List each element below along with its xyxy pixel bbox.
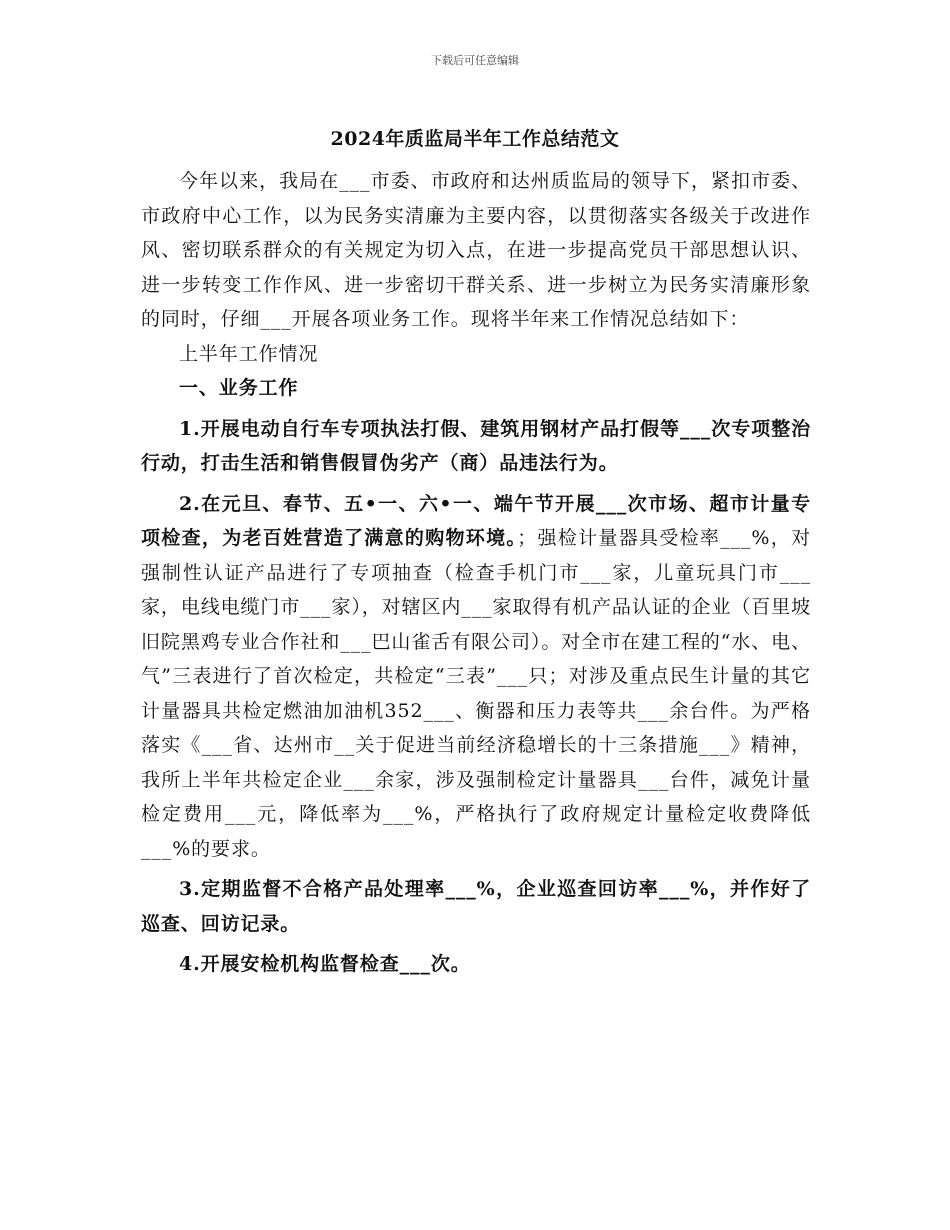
list-item-1: 1.开展电动自行车专项执法打假、建筑用钢材产品打假等___次专项整治行动，打击生活和销售假冒伪劣产（商）品违法行为。 [141, 417, 811, 474]
list-item-2-detail: ；强检计量器具受检率___%，对强制性认证产品进行了专项抽查（检查手机门市___家，儿童玩具门市___家，电线电缆门市___家），对辖区内___家取得有机产品认证的企业（百里坡旧院黑鸡专业合作社和___巴山雀舌有限公司）。对全市在建工程的“水、电、气”三表进行了首次检定，共检定“三表”___只；对涉及重点民生计量的其它计量器具共检定燃油加油机352___、衡器和压力表等共___余台件。为严格落实《___省、达州市__关于促进当前经济稳增长的十三条措施___》精神，我所上半年共检定企业___余家，涉及强制检定计量器具___台件，减免计量检定费用___元，降低率为___%，严格执行了政府规定计量检定收费降低___%的要求。 [141, 527, 811, 860]
list-item-3: 3.定期监督不合格产品处理率___%，企业巡查回访率___%，并作好了巡查、回访记录。 [141, 878, 811, 935]
section-heading: 一、业务工作 [179, 377, 299, 399]
intro-paragraph: 今年以来，我局在___市委、市政府和达州质监局的领导下，紧扣市委、市政府中心工作，以为民务实清廉为主要内容，以贯彻落实各级关于改进作风、密切联系群众的有关规定为切入点，在进一步提高党员干部思想认识、进一步转变工作作风、进一步密切干群关系、进一步树立为民务实清廉形象的同时，仔细___开展各项业务工作。现将半年来工作情况总结如下： [141, 170, 811, 330]
list-item-2 [141, 487, 811, 867]
list-item-2-lead: 2.在元旦、春节、五•一、六•一、端午节开展___次市场、超市计量专项检查，为老百姓营造了满意的购物环境。 [141, 492, 811, 549]
subheading: 上半年工作情况 [179, 342, 319, 365]
document-title: 2024年质监局半年工作总结范文 [330, 128, 620, 150]
list-item-4: 4.开展安检机构监督检查___次。 [179, 953, 471, 975]
document-body [141, 164, 811, 982]
page-header-note: 下载后可任意编辑 [431, 54, 519, 67]
